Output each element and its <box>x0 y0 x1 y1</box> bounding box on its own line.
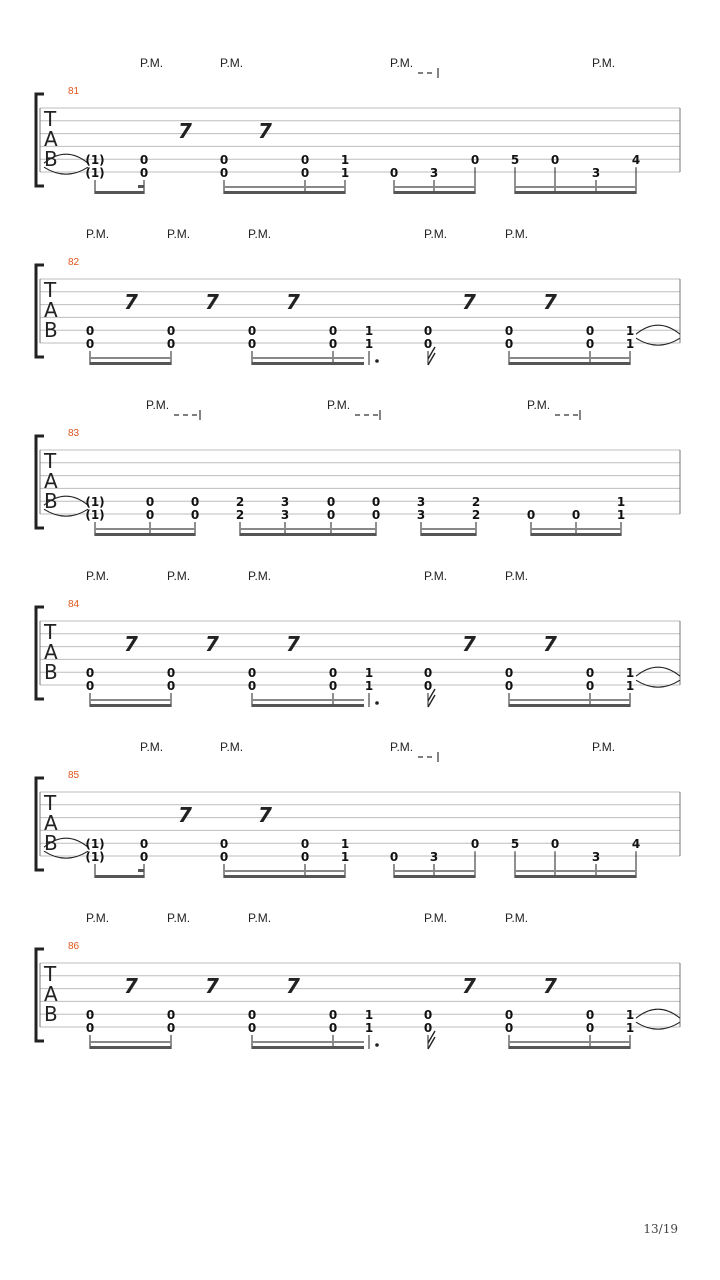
tab-system <box>36 56 680 194</box>
palm-mute-marking: P.M. <box>390 56 414 70</box>
fret-number: 0 <box>145 495 155 510</box>
beam <box>394 875 475 878</box>
sixteenth-rest: 7 <box>124 632 138 656</box>
tab-clef-letter: B <box>44 831 58 855</box>
sixteenth-rest: 7 <box>543 974 557 998</box>
fret-number: 0 <box>247 324 257 339</box>
sixteenth-rest: 7 <box>286 974 300 998</box>
fret-number: 4 <box>631 837 641 852</box>
fret-number: 1 <box>364 324 374 339</box>
fret-number: 3 <box>280 508 290 522</box>
tab-clef-letter: A <box>44 640 58 664</box>
fret-number: 0 <box>423 679 433 693</box>
fret-number: 0 <box>389 850 399 864</box>
fret-number: 1 <box>340 850 350 864</box>
fret-number: 3 <box>416 495 426 510</box>
beam <box>224 875 345 878</box>
palm-mute-marking: P.M. <box>167 227 191 241</box>
beam <box>515 191 636 194</box>
fret-number: 0 <box>85 324 95 339</box>
fret-number: 0 <box>504 666 514 681</box>
fret-number: 1 <box>625 337 635 351</box>
fret-number: 0 <box>166 1008 176 1023</box>
fret-number: 0 <box>300 850 310 864</box>
measure-number: 83 <box>68 428 80 439</box>
fret-number: 0 <box>219 837 229 852</box>
sixteenth-rest: 7 <box>124 290 138 314</box>
rhythm-dot <box>375 701 379 705</box>
palm-mute-marking: P.M. <box>424 227 448 241</box>
tab-clef-letter: T <box>44 791 57 815</box>
fret-number: (1) <box>85 508 105 522</box>
fret-number: (1) <box>85 166 105 180</box>
fret-number: 0 <box>526 508 536 522</box>
fret-number: 0 <box>504 1021 514 1035</box>
beam <box>95 528 195 530</box>
fret-number: 0 <box>328 666 338 681</box>
fret-number: 0 <box>585 1008 595 1023</box>
tab-clef-letter: T <box>44 620 57 644</box>
sixteenth-rest: 7 <box>178 803 192 827</box>
fret-number: 0 <box>470 837 480 852</box>
tab-clef-letter: B <box>44 1002 58 1026</box>
beam <box>509 362 630 365</box>
fret-number: 0 <box>247 337 257 351</box>
tab-clef-letter: B <box>44 489 58 513</box>
fret-number: 1 <box>340 837 350 852</box>
fret-number: 0 <box>550 837 560 852</box>
sixteenth-rest: 7 <box>543 632 557 656</box>
tab-clef-letter: B <box>44 660 58 684</box>
fret-number: (1) <box>85 495 105 510</box>
fret-number: 0 <box>423 324 433 339</box>
palm-mute-marking: P.M. <box>220 56 244 70</box>
fret-number: 0 <box>423 1021 433 1035</box>
beam <box>90 699 171 701</box>
fret-number: 0 <box>585 1021 595 1035</box>
beam <box>252 699 364 701</box>
fret-number: 1 <box>625 1021 635 1035</box>
beam <box>394 191 475 194</box>
palm-mute-marking: P.M. <box>86 911 110 925</box>
tab-system <box>36 740 680 878</box>
fret-number: 1 <box>364 337 374 351</box>
beam <box>90 1046 171 1049</box>
fret-number: 0 <box>328 324 338 339</box>
fret-number: 0 <box>219 166 229 180</box>
fret-number: 0 <box>247 1008 257 1023</box>
beam <box>240 528 376 530</box>
palm-mute-marking: P.M. <box>248 569 272 583</box>
beam <box>421 528 476 530</box>
fret-number: 1 <box>625 666 635 681</box>
fret-number: 0 <box>585 666 595 681</box>
palm-mute-marking: P.M. <box>592 56 616 70</box>
fret-number: 5 <box>510 153 520 168</box>
fret-number: (1) <box>85 850 105 864</box>
beam <box>224 191 345 194</box>
palm-mute-marking: P.M. <box>505 569 529 583</box>
fret-number: 3 <box>280 495 290 510</box>
page-number: 13/19 <box>643 1222 678 1236</box>
fret-number: 0 <box>504 337 514 351</box>
beam <box>421 533 476 536</box>
palm-mute-marking: P.M. <box>424 569 448 583</box>
fret-number: 0 <box>166 679 176 693</box>
fret-number: 1 <box>364 666 374 681</box>
fret-number: 0 <box>300 837 310 852</box>
fret-number: 0 <box>247 666 257 681</box>
fret-number: 0 <box>328 1008 338 1023</box>
fret-number: 0 <box>504 679 514 693</box>
tab-clef-letter: B <box>44 318 58 342</box>
beam <box>95 875 144 878</box>
sixteenth-rest: 7 <box>286 632 300 656</box>
measure-number: 85 <box>68 770 80 781</box>
beam <box>252 1046 364 1049</box>
palm-mute-marking: P.M. <box>140 56 164 70</box>
fret-number: 1 <box>364 679 374 693</box>
beam <box>90 357 171 359</box>
palm-mute-marking: P.M. <box>140 740 164 754</box>
fret-number: 0 <box>145 508 155 522</box>
sixteenth-rest: 7 <box>462 632 476 656</box>
tab-system <box>36 911 680 1049</box>
fret-number: 1 <box>616 508 626 522</box>
tie-curve <box>636 680 680 687</box>
sixteenth-rest: 7 <box>124 974 138 998</box>
beam <box>240 533 376 536</box>
fret-number: 0 <box>585 337 595 351</box>
fret-number: 0 <box>139 153 149 168</box>
sixteenth-rest: 7 <box>258 803 272 827</box>
measure-number: 81 <box>68 86 80 97</box>
palm-mute-marking: P.M. <box>167 569 191 583</box>
beam <box>509 704 630 707</box>
fret-number: 0 <box>219 850 229 864</box>
fret-number: 0 <box>328 679 338 693</box>
beam <box>515 875 636 878</box>
fret-number: 2 <box>235 495 245 510</box>
sixteenth-rest: 7 <box>286 290 300 314</box>
fret-number: 0 <box>585 679 595 693</box>
fret-number: (1) <box>85 837 105 852</box>
palm-mute-marking: P.M. <box>390 740 414 754</box>
fret-number: 2 <box>471 508 481 522</box>
tab-clef-letter: B <box>44 147 58 171</box>
palm-mute-marking: P.M. <box>146 398 170 412</box>
fret-number: 0 <box>85 1008 95 1023</box>
fret-number: 1 <box>625 679 635 693</box>
fret-number: 3 <box>591 850 601 864</box>
fret-number: 0 <box>190 508 200 522</box>
sixteenth-rest: 7 <box>178 119 192 143</box>
beam <box>531 533 621 536</box>
palm-mute-marking: P.M. <box>505 911 529 925</box>
beam <box>95 533 195 536</box>
palm-mute-marking: P.M. <box>527 398 551 412</box>
palm-mute-marking: P.M. <box>220 740 244 754</box>
beam <box>509 699 630 701</box>
fret-number: 0 <box>85 337 95 351</box>
tab-clef-letter: A <box>44 469 58 493</box>
beam <box>90 704 171 707</box>
sixteenth-rest: 7 <box>205 974 219 998</box>
beam <box>90 1041 171 1043</box>
sixteenth-rest: 7 <box>258 119 272 143</box>
palm-mute-marking: P.M. <box>327 398 351 412</box>
palm-mute-marking: P.M. <box>86 569 110 583</box>
fret-number: 0 <box>85 1021 95 1035</box>
tab-clef-letter: T <box>44 449 57 473</box>
measure-number: 86 <box>68 941 80 952</box>
fret-number: 0 <box>166 1021 176 1035</box>
beam <box>509 1041 630 1043</box>
palm-mute-marking: P.M. <box>592 740 616 754</box>
fret-number: 0 <box>423 337 433 351</box>
fret-number: 0 <box>470 153 480 168</box>
rhythm-dot <box>375 359 379 363</box>
beam <box>95 191 144 194</box>
measure-number: 84 <box>68 599 80 610</box>
fret-number: 2 <box>471 495 481 510</box>
tab-system <box>36 569 680 707</box>
fret-number: 5 <box>510 837 520 852</box>
tab-system <box>36 398 680 536</box>
sixteenth-rest: 7 <box>462 290 476 314</box>
sixteenth-rest: 7 <box>205 632 219 656</box>
fret-number: 0 <box>328 337 338 351</box>
fret-number: 0 <box>247 679 257 693</box>
fret-number: 0 <box>550 153 560 168</box>
fret-number: 0 <box>371 508 381 522</box>
rhythm-dot <box>375 1043 379 1047</box>
beam <box>515 186 636 188</box>
beam-partial <box>138 869 144 872</box>
beam <box>252 1041 364 1043</box>
fret-number: 0 <box>166 666 176 681</box>
beam <box>90 362 171 365</box>
fret-number: 0 <box>85 666 95 681</box>
fret-number: 0 <box>326 495 336 510</box>
tab-system <box>36 227 680 365</box>
tab-clef-letter: A <box>44 811 58 835</box>
beam <box>252 704 364 707</box>
fret-number: 1 <box>616 495 626 510</box>
fret-number: 0 <box>504 1008 514 1023</box>
fret-number: 0 <box>247 1021 257 1035</box>
sixteenth-rest: 7 <box>462 974 476 998</box>
fret-number: 0 <box>139 837 149 852</box>
beam <box>515 870 636 872</box>
fret-number: 0 <box>423 1008 433 1023</box>
palm-mute-marking: P.M. <box>248 227 272 241</box>
beam <box>252 357 364 359</box>
fret-number: 0 <box>190 495 200 510</box>
fret-number: 3 <box>416 508 426 522</box>
fret-number: 0 <box>139 166 149 180</box>
fret-number: 2 <box>235 508 245 522</box>
beam <box>394 186 475 188</box>
fret-number: 0 <box>423 666 433 681</box>
sixteenth-rest: 7 <box>543 290 557 314</box>
tie-curve <box>636 338 680 345</box>
fret-number: 0 <box>300 153 310 168</box>
fret-number: 3 <box>591 166 601 180</box>
fret-number: 0 <box>585 324 595 339</box>
beam <box>394 870 475 872</box>
fret-number: 1 <box>625 1008 635 1023</box>
beam <box>252 362 364 365</box>
fret-number: 1 <box>364 1008 374 1023</box>
fret-number: 3 <box>429 166 439 180</box>
fret-number: 0 <box>389 166 399 180</box>
fret-number: 4 <box>631 153 641 168</box>
fret-number: 3 <box>429 850 439 864</box>
beam <box>224 870 345 872</box>
fret-number: 1 <box>340 166 350 180</box>
fret-number: 0 <box>139 850 149 864</box>
fret-number: 0 <box>85 679 95 693</box>
palm-mute-marking: P.M. <box>167 911 191 925</box>
fret-number: 0 <box>219 153 229 168</box>
tab-clef-letter: T <box>44 962 57 986</box>
fret-number: 0 <box>326 508 336 522</box>
beam <box>509 357 630 359</box>
beam <box>531 528 621 530</box>
beam-partial <box>138 185 144 188</box>
tab-clef-letter: A <box>44 127 58 151</box>
measure-number: 82 <box>68 257 80 268</box>
fret-number: 1 <box>625 324 635 339</box>
fret-number: (1) <box>85 153 105 168</box>
beam <box>509 1046 630 1049</box>
sixteenth-rest: 7 <box>205 290 219 314</box>
palm-mute-marking: P.M. <box>248 911 272 925</box>
fret-number: 1 <box>340 153 350 168</box>
fret-number: 0 <box>166 324 176 339</box>
palm-mute-marking: P.M. <box>86 227 110 241</box>
tie-curve <box>636 1022 680 1029</box>
tab-clef-letter: A <box>44 982 58 1006</box>
fret-number: 0 <box>300 166 310 180</box>
beam <box>224 186 345 188</box>
palm-mute-marking: P.M. <box>424 911 448 925</box>
fret-number: 0 <box>328 1021 338 1035</box>
palm-mute-marking: P.M. <box>505 227 529 241</box>
fret-number: 0 <box>371 495 381 510</box>
fret-number: 0 <box>571 508 581 522</box>
tab-clef-letter: A <box>44 298 58 322</box>
fret-number: 0 <box>166 337 176 351</box>
tab-clef-letter: T <box>44 278 57 302</box>
fret-number: 1 <box>364 1021 374 1035</box>
fret-number: 0 <box>504 324 514 339</box>
tab-clef-letter: T <box>44 107 57 131</box>
